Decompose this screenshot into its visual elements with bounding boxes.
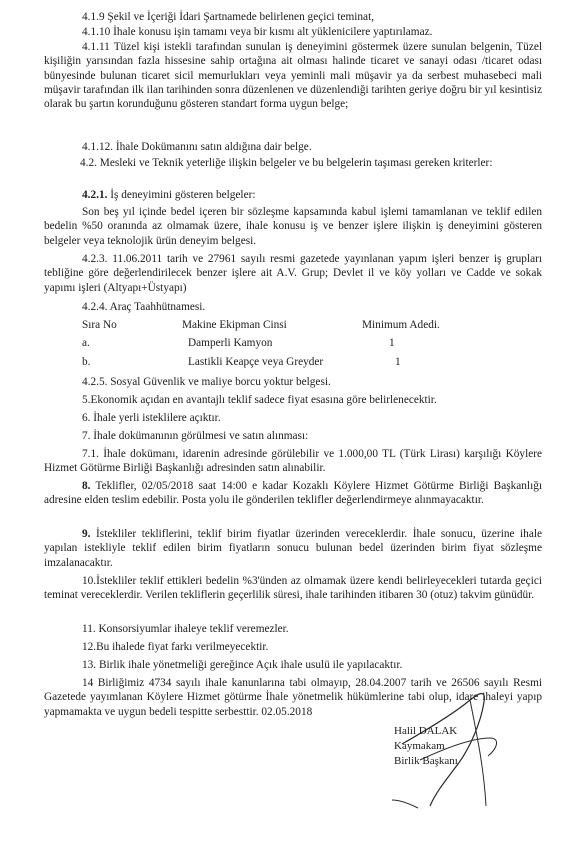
clause-5: 5.Ekonomik açıdan en avantajlı teklif sadece fiyat esasına göre belirlenecektir.	[82, 394, 437, 406]
clause-8	[44, 479, 542, 508]
clause-4-2-1-title: İş deneyimini gösteren belgeler:	[107, 189, 256, 201]
clause-14: 14 Birliğimiz 4734 sayılı ihale kanunlarına tabi olmayıp, 28.04.2007 tarih ve 26506 sayılı Resmi Gazetede yayımlanan Köylere Hizmet götürme İhale yönetmelik hükümlerine tabi olup, idare ihaleyi yapıp yapmamakta ve uygun bedeli tespitte serbesttir. 02.05.2018	[44, 677, 542, 718]
vehicle-table-header	[44, 318, 542, 333]
table-header-name: Makine Ekipman Cinsi	[182, 319, 287, 331]
clause-9	[44, 527, 542, 570]
signature-title: Kaymakam	[394, 740, 445, 752]
clause-4-2: 4.2. Mesleki ve Teknik yeterliğe ilişkin belgeler ve bu belgelerin taşıması gereken kriterler:	[80, 157, 493, 169]
clause-4-2-3: 4.2.3. 11.06.2011 tarih ve 27961 sayılı resmi gazetede yayınlanan yapım işleri benzer iş grupları tebliğine göre değerlendirilecek benzer işlere ait A.V. Grup; Devlet il ve köy yolları ve Cadde ve sokak yapımı işleri (Altyapı+Üstyapı)	[44, 253, 542, 294]
clause-8-text: Teklifler, 02/05/2018 saat 14:00 e kadar Kozaklı Köylere Hizmet Götürme Birliği Başkanlığı adresine elden teslim edebilir. Posta yolu ile gönderilen teklifler değerlendirmeye alınmayacaktır.	[44, 480, 542, 507]
clause-4-2-4: 4.2.4. Araç Taahhütnamesi.	[82, 301, 206, 313]
row-count: 1	[389, 337, 395, 349]
table-header-no: Sıra No	[82, 319, 117, 331]
clause-10: 10.İstekliler teklif ettikleri bedelin %3'ünden az olmamak üzere kendi belirleyecekleri tutarda geçici teminat vereceklerdir. Verilen tekliflerin geçerlilik süresi, ihale tarihinden itibaren 30 (otuz) takvim günüdür.	[44, 575, 542, 602]
clause-4-1-9: 4.1.9 Şekil ve İçeriği İdari Şartnamede belirlenen geçici teminat,	[82, 11, 375, 23]
row-count: 1	[395, 356, 401, 368]
signature-role: Birlik Başkanı	[394, 755, 458, 767]
signature-name: Halil DALAK	[394, 725, 458, 737]
clause-8-number: 8.	[82, 480, 91, 492]
clause-12: 12.Bu ihalede fiyat farkı verilmeyecektir.	[82, 641, 269, 653]
clause-7: 7. İhale dokümanının görülmesi ve satın alınması:	[82, 430, 309, 442]
clause-4-2-1-heading	[44, 188, 542, 202]
clause-11: 11. Konsorsiyumlar ihaleye teklif veremezler.	[82, 623, 289, 635]
clause-4-2-5: 4.2.5. Sosyal Güvenlik ve maliye borcu yoktur belgesi.	[82, 376, 331, 388]
row-no: b.	[82, 356, 91, 368]
row-name: Lastikli Keapçe veya Greyder	[188, 356, 324, 368]
clause-9-text: İstekliler tekliflerini, teklif birim fiyatlar üzerinden vereceklerdir. İhale sonucu, üzerine ihale yapılan istekliyle teklif edilen birim fiyatların sonucu bulunan bedel üzerinden birim fiyat sözleşme imzalanacaktır.	[44, 528, 542, 569]
table-row	[44, 355, 542, 370]
clause-4-1-12: 4.1.12. İhale Dokümanını satın aldığına dair belge.	[82, 141, 312, 153]
clause-9-number: 9.	[82, 528, 91, 540]
row-name: Damperli Kamyon	[188, 337, 273, 349]
clause-4-2-1-body: Son beş yıl içinde bedel içeren bir sözleşme kapsamında kabul işlemi tamamlanan ve teklif edilen bedelin %50 oranında az olmamak üzere, ihale konusu iş ve benzer işlere ilişkin iş deneyimini gösteren belgeler veya teknolojik ürün deneyim belgesi.	[44, 206, 542, 247]
clause-4-1-10: 4.1.10 İhale konusu işin tamamı veya bir kısmı alt yüklenicilere yaptırılamaz.	[82, 26, 433, 38]
clause-13: 13. Birlik ihale yönetmeliği gereğince Açık ihale usulü ile yapılacaktır.	[82, 659, 403, 671]
clause-7-1: 7.1. İhale dokümanı, idarenin adresinde görülebilir ve 1.000,00 TL (Türk Lirası) karşılığı Köylere Hizmet Götürme Birliği Başkanlığı adresinden satın alınabilir.	[44, 448, 542, 475]
table-header-count: Minimum Adedi.	[362, 319, 440, 331]
clause-4-2-1-number: 4.2.1.	[82, 189, 108, 201]
table-row	[44, 336, 542, 351]
row-no: a.	[82, 337, 90, 349]
clause-6: 6. İhale yerli isteklilere açıktır.	[82, 412, 221, 424]
clause-4-1-11: 4.1.11 Tüzel kişi istekli tarafından sunulan iş deneyimini göstermek üzere sunulan belgenin, Tüzel kişiliğin yarısından fazla hissesine sahip ortağına ait olması halinde ticaret ve sanayi odası /ticaret odası bünyesinde bulunan ticaret sicil memurlukları veya yeminli mali müşavir ya da serbest muhasebeci mali müşavir tarafından ilk ilan tarihinden sonra düzenlenen ve düzenlendiği tarihten geriye doğru bir yıl kesintisiz olarak bu şartın korunduğunu gösteren standart forma uygun belge;	[44, 41, 542, 111]
